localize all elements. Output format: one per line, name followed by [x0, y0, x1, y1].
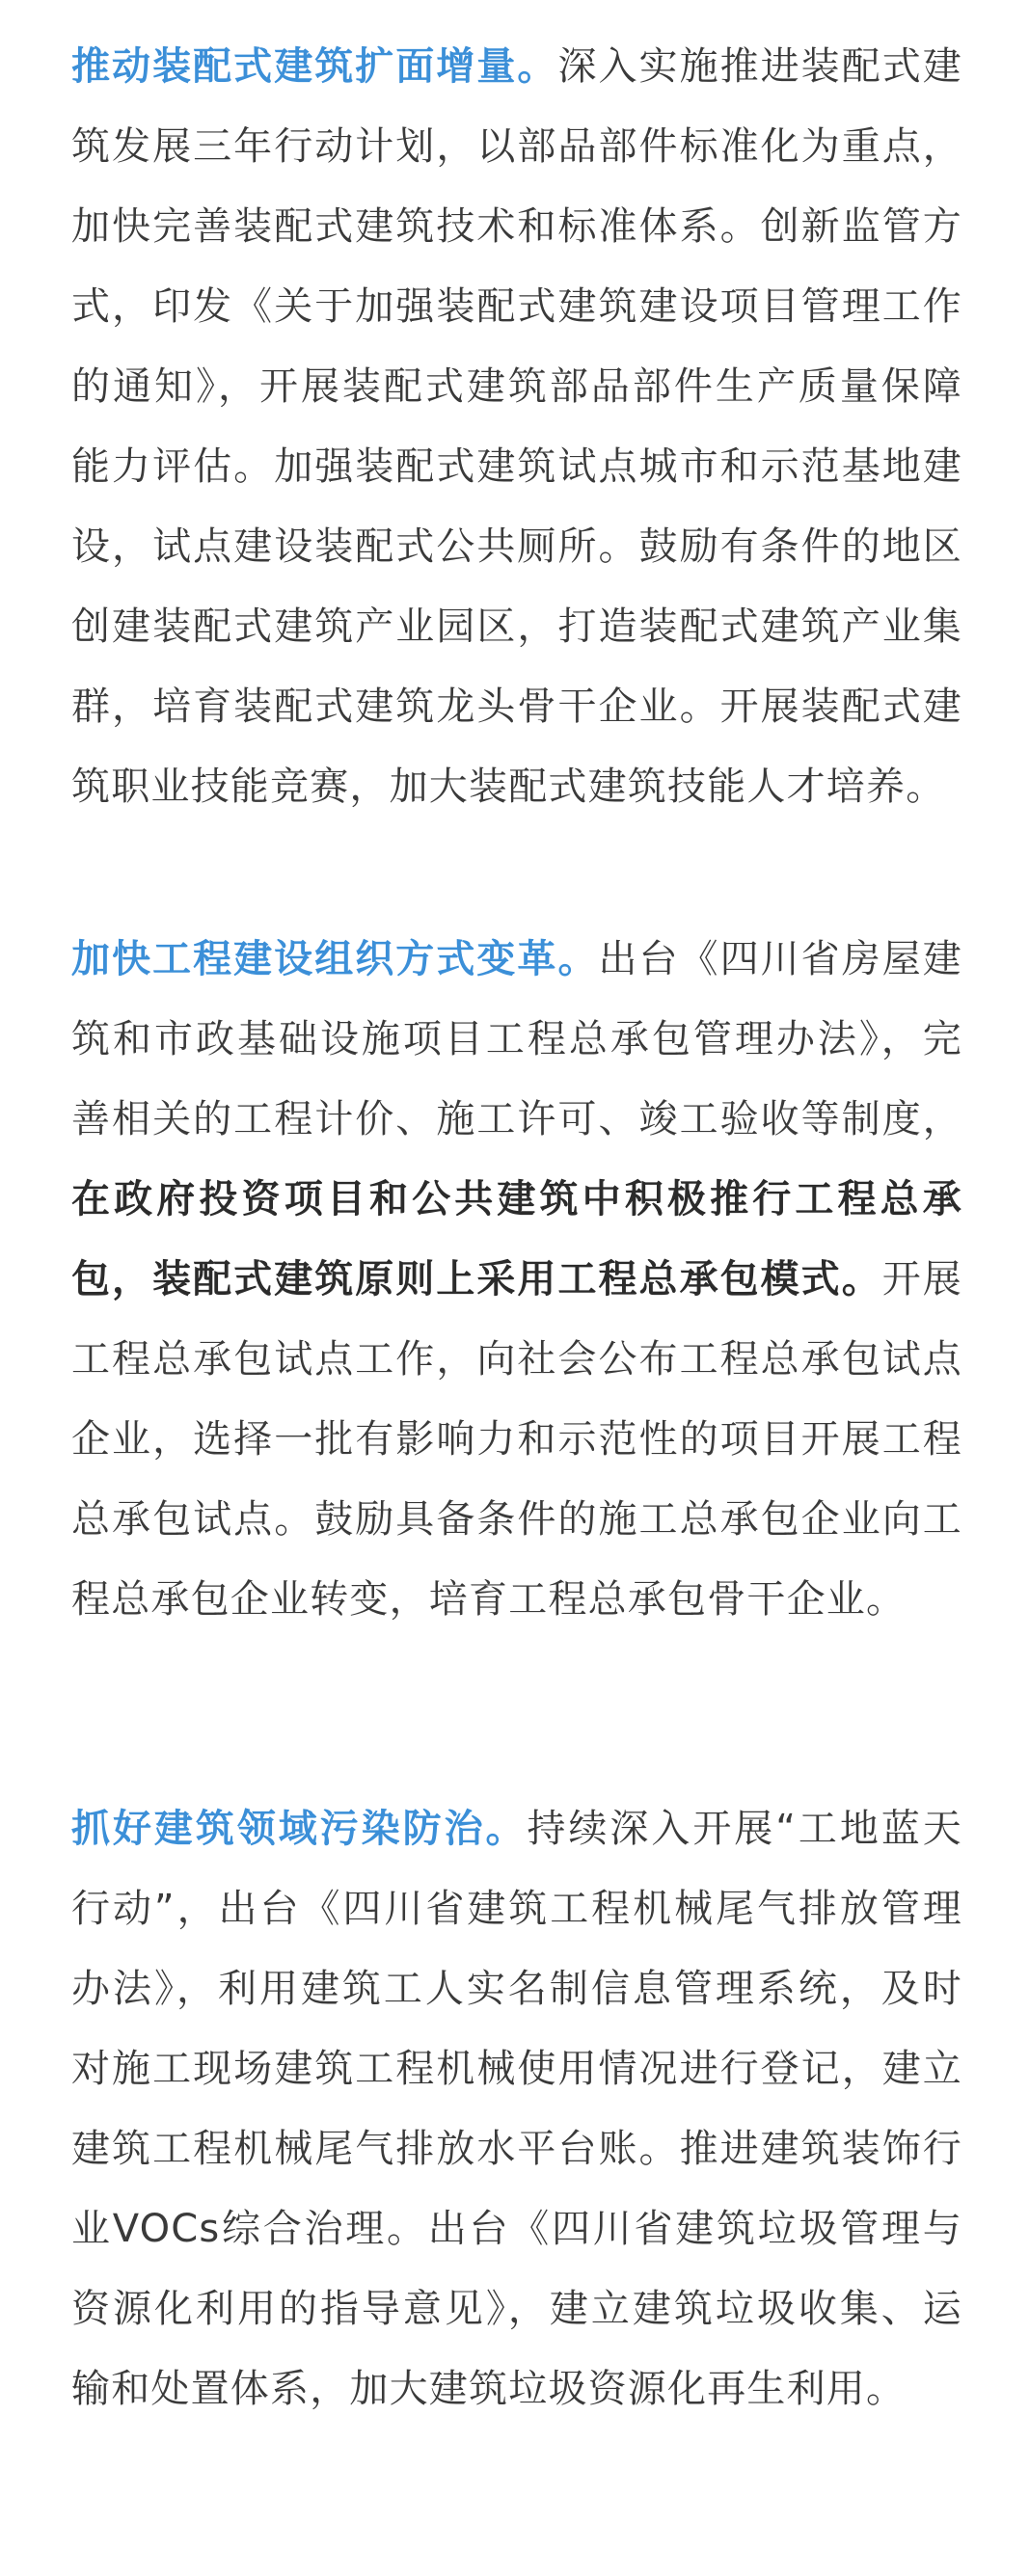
section-prefab-construction	[71, 27, 962, 827]
section-body-continued: 开展工程总承包试点工作，向社会公布工程总承包试点企业，选择一批有影响力和示范性的项目开展工程总承包试点。鼓励具备条件的施工总承包企业向工程总承包企业转变，培育工程总承包骨干企业。	[71, 1257, 963, 1622]
section-body: 出台《四川省房屋建筑和市政基础设施项目工程总承包管理办法》，完善相关的工程计价、施工许可、竣工验收等制度，	[71, 937, 962, 1141]
section-heading: 加快工程建设组织方式变革。	[71, 937, 599, 981]
section-heading: 推动装配式建筑扩面增量。	[71, 44, 558, 89]
section-pollution-control	[71, 1789, 962, 2429]
section-paragraph	[71, 920, 962, 1640]
section-body: 持续深入开展“工地蓝天行动”，出台《四川省建筑工程机械尾气排放管理办法》，利用建筑工人实名制信息管理系统，及时对施工现场建筑工程机械使用情况进行登记，建立建筑工程机械尾气排放水平台账。推进建筑装饰行业VOCs综合治理。出台《四川省建筑垃圾管理与资源化利用的指导意见》，建立建筑垃圾收集、运输和处置体系，加大建筑垃圾资源化再生利用。	[71, 1807, 962, 2411]
section-heading: 抓好建筑领域污染防治。	[71, 1807, 528, 1851]
section-paragraph	[71, 1789, 962, 2429]
section-body: 深入实施推进装配式建筑发展三年行动计划，以部品部件标准化为重点，加快完善装配式建筑技术和标准体系。创新监管方式，印发《关于加强装配式建筑建设项目管理工作的通知》，开展装配式建筑部品部件生产质量保障能力评估。加强装配式建筑试点城市和示范基地建设，试点建设装配式公共厕所。鼓励有条件的地区创建装配式建筑产业园区，打造装配式建筑产业集群，培育装配式建筑龙头骨干企业。开展装配式建筑职业技能竞赛，加大装配式建筑技能人才培养。	[71, 44, 962, 809]
section-paragraph	[71, 27, 962, 827]
section-emphasis: 在政府投资项目和公共建筑中积极推行工程总承包，装配式建筑原则上采用工程总承包模式。	[71, 1177, 962, 1301]
section-engineering-organization	[71, 920, 962, 1640]
